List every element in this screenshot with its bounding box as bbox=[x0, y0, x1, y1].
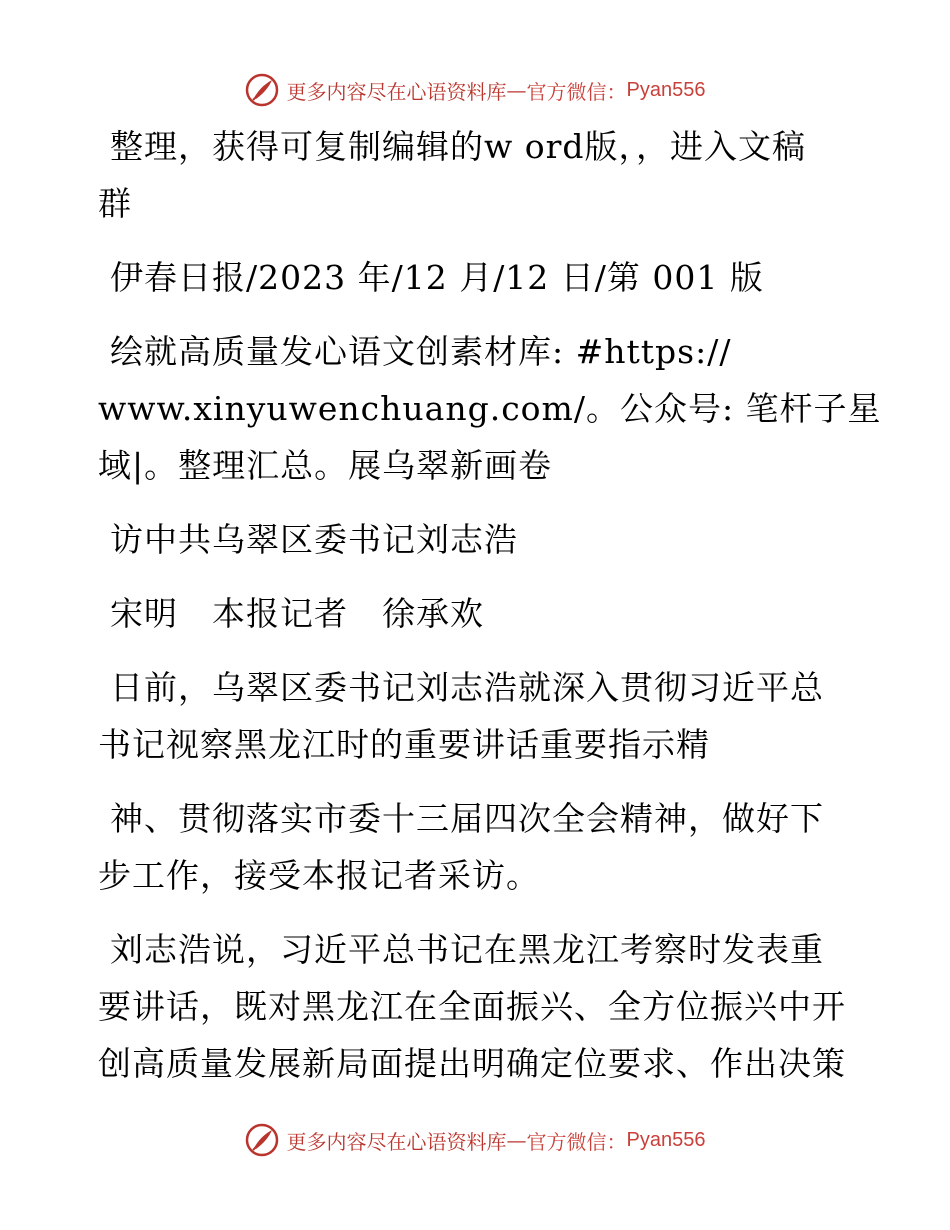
subtitle bbox=[98, 511, 858, 568]
text-line: 绘就高质量发心语文创素材库: #https:// bbox=[110, 332, 732, 371]
wechat-label: 官方微信： bbox=[526, 1129, 627, 1154]
quill-logo-icon bbox=[245, 1123, 279, 1157]
text-line: 日前，乌翠区委书记刘志浩就深入贯彻习近平总 bbox=[110, 668, 824, 707]
text-line: 步工作，接受本报记者采访。 bbox=[98, 856, 540, 895]
text-line: 创高质量发展新局面提出明确定位要求、作出决策 bbox=[98, 1044, 846, 1083]
text-line: www.xinyuwenchuang.com/。公众号: 笔杆子星 bbox=[98, 389, 882, 428]
text-line: 宋明 本报记者 徐承欢 bbox=[110, 594, 484, 633]
article-body bbox=[98, 118, 882, 1109]
publication-line bbox=[98, 249, 858, 306]
header-banner bbox=[0, 70, 950, 110]
text-line: 刘志浩说，习近平总书记在黑龙江考察时发表重 bbox=[110, 930, 824, 969]
paragraph bbox=[98, 118, 858, 232]
wechat-id: Pyan556 bbox=[626, 1128, 706, 1151]
paragraph bbox=[98, 921, 858, 1092]
banner-dash: — bbox=[506, 1128, 527, 1152]
text-line: 书记视察黑龙江时的重要讲话重要指示精 bbox=[98, 725, 710, 764]
banner-dash: — bbox=[506, 78, 527, 102]
quill-logo-icon bbox=[245, 73, 279, 107]
paragraph bbox=[98, 790, 858, 904]
text-line: 整理，获得可复制编辑的w ord版，，进入文稿 bbox=[110, 127, 807, 166]
wechat-id: Pyan556 bbox=[626, 78, 706, 101]
banner-text: 更多内容尽在心语资料库 bbox=[286, 79, 507, 104]
text-line: 访中共乌翠区委书记刘志浩 bbox=[110, 520, 518, 559]
text-line: 要讲话，既对黑龙江在全面振兴、全方位振兴中开 bbox=[98, 987, 846, 1026]
footer-banner bbox=[0, 1120, 950, 1160]
byline bbox=[98, 585, 858, 642]
banner-text: 更多内容尽在心语资料库 bbox=[286, 1129, 507, 1154]
paragraph bbox=[98, 659, 858, 773]
text-line: 神、贯彻落实市委十三届四次全会精神，做好下 bbox=[110, 799, 824, 838]
text-line: 伊春日报/2023 年/12 月/12 日/第 001 版 bbox=[110, 258, 764, 297]
wechat-label: 官方微信： bbox=[526, 79, 627, 104]
text-line: 群 bbox=[98, 184, 132, 223]
text-line: 域|。整理汇总。展乌翠新画卷 bbox=[98, 446, 553, 485]
paragraph bbox=[98, 323, 882, 494]
